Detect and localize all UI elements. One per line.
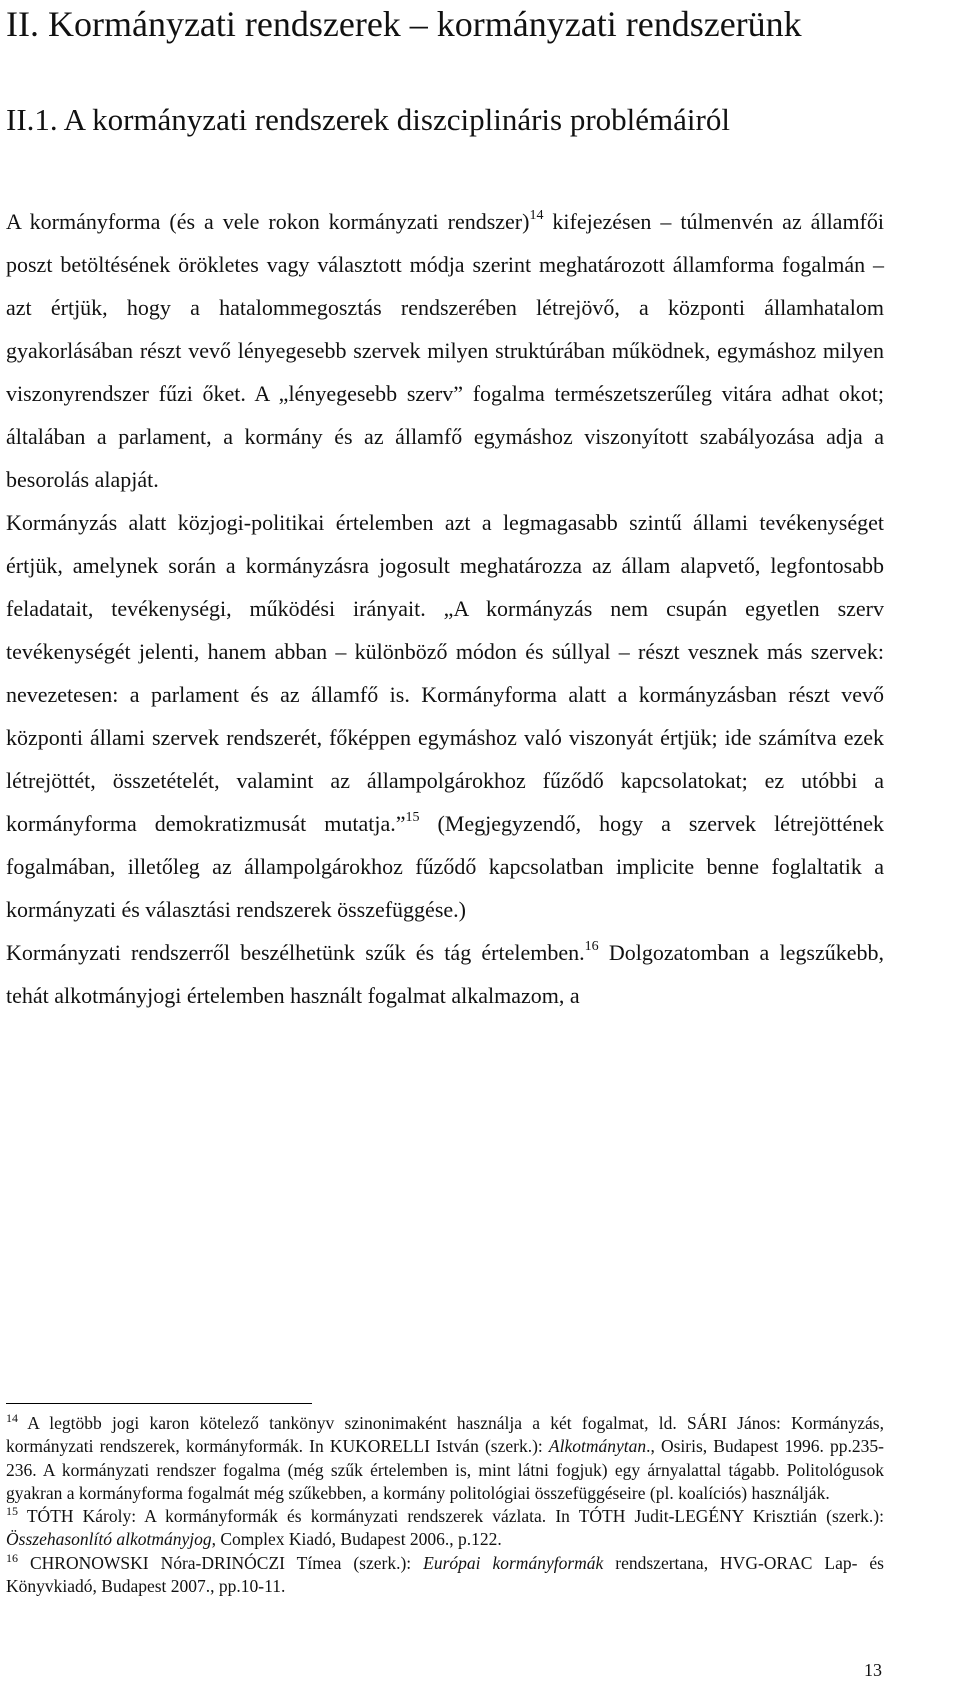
footnote-ref-16[interactable]: 16 — [584, 939, 599, 954]
footnote-text: , Complex Kiadó, Budapest 2006., p.122. — [211, 1529, 502, 1550]
footnote-15 — [6, 1505, 884, 1552]
paragraph-text: Kormányzati rendszerről beszélhetünk szűk és tág értelemben. — [6, 940, 585, 965]
footnote-italic-title: Alkotmánytan — [548, 1436, 647, 1457]
footnote-text: A legtöbb jogi karon kötelező tankönyv szinonimaként használja a két fogalmat, ld. SÁRI János: Kormányzás, kormányzati rendszerek, kormányformák. In KUKORELLI István (szerk.): — [6, 1413, 884, 1457]
chapter-title: II. Kormányzati rendszerek – kormányzati rendszerünk — [6, 4, 802, 44]
footnote-text: rendszertana, HVG-ORAC Lap- és Könyvkiadó, Budapest 2007., pp.10-11. — [6, 1552, 884, 1597]
footnote-italic-title: Európai kormányformák — [423, 1552, 604, 1573]
section-title: II.1. A kormányzati rendszerek diszciplináris problémáiról — [6, 102, 730, 137]
paragraph-2 — [6, 501, 884, 931]
page-number: 13 — [864, 1660, 882, 1680]
body-text — [6, 200, 884, 1017]
footnote-number: 16 — [6, 1550, 18, 1565]
footnote-ref-15[interactable]: 15 — [405, 810, 420, 825]
footnote-text: TÓTH Károly: A kormányformák és kormányzati rendszerek vázlata. In TÓTH Judit-LEGÉNY Krisztián (szerk.): — [18, 1506, 884, 1527]
footnote-text: CHRONOWSKI Nóra-DRINÓCZI Tímea (szerk.): — [18, 1552, 424, 1573]
paragraph-text: kifejezésen – túlmenvén az államfői poszt betöltésének örökletes vagy választott módja szerint meghatározott államforma fogalmán – azt értjük, hogy a hatalommegosztás rendszerében létrejövő, a központi államhatalom gyakorlásában részt vevő lényegesebb szervek milyen struktúrában működnek, egymáshoz milyen viszonyrendszer fűzi őket. A „lényegesebb szerv” fogalma természetszerűleg vitára adhat okot; általában a parlament, a kormány és az államfő egymáshoz viszonyított szabályozása adja a besorolás alapját. — [6, 209, 884, 492]
footnote-text: ., Osiris, Budapest 1996. pp.235-236. A kormányzati rendszer fogalma (még szűk értelemben is, mint látni fogjuk) egy árnyalattal tágabb. Politológusok gyakran a kormányforma fogalmát még szűkebben, a kormány politológiai összefüggéseire (pl. koalíciós) használják. — [6, 1436, 884, 1503]
footnote-italic-title: Összehasonlító alkotmányjog — [6, 1529, 212, 1550]
footnote-separator — [6, 1403, 312, 1404]
paragraph-text: (Megjegyzendő, hogy a szervek létrejöttének fogalmában, illetőleg az állampolgárokhoz fűződő kapcsolatban implicite benne foglaltatik a kormányzati és választási rendszerek összefüggése.) — [6, 811, 885, 922]
footnotes — [6, 1412, 884, 1598]
paragraph-text: A kormányforma (és a vele rokon kormányzati rendszer) — [6, 209, 530, 234]
paragraph-1 — [6, 200, 884, 501]
footnote-14 — [6, 1412, 884, 1505]
footnote-ref-14[interactable]: 14 — [529, 208, 544, 223]
footnote-number: 14 — [6, 1411, 18, 1425]
paragraph-text: Kormányzás alatt közjogi-politikai értelemben azt a legmagasabb szintű állami tevékenységet értjük, amelynek során a kormányzásra jogosult meghatározza az állam alapvető, legfontosabb feladatait, tevékenységi, működési irányait. „A kormányzás nem csupán egyetlen szerv tevékenységét jelenti, hanem abban – különböző módon és súllyal – részt vesznek más szervek: nevezetesen: a parlament és az államfő is. Kormányforma alatt a kormányzásban részt vevő központi állami szervek rendszerét, főképpen egymáshoz való viszonyát értjük; ide számítva ezek létrejöttét, összetételét, valamint az állampolgárokhoz fűződő kapcsolatokat; ez utóbbi a kormányforma demokratizmusát mutatja.” — [6, 510, 884, 836]
footnote-number: 15 — [6, 1504, 18, 1519]
page — [6, 0, 884, 1017]
footnote-16 — [6, 1552, 884, 1599]
paragraph-text: Dolgozatomban a legszűkebb, tehát alkotmányjogi értelemben használt fogalmat alkalmazom, a — [6, 940, 884, 1008]
paragraph-3 — [6, 931, 884, 1017]
